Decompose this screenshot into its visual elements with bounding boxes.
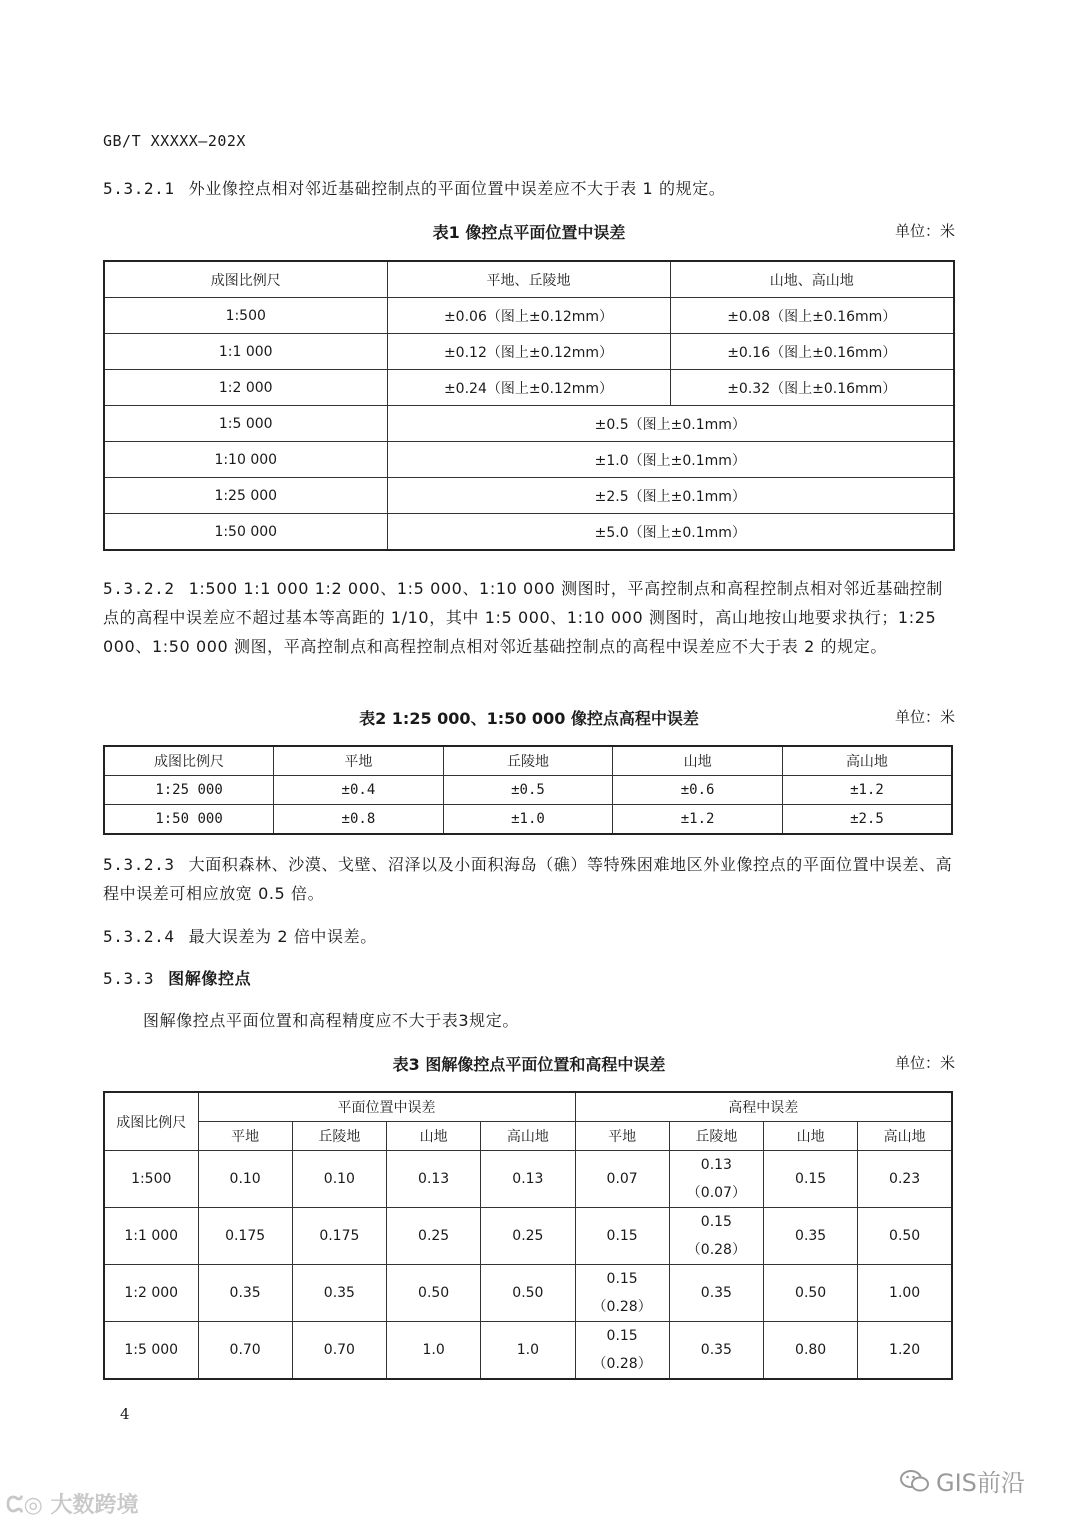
- table-cell: 0.13: [481, 1151, 575, 1208]
- header-cell: 丘陵地: [292, 1122, 386, 1151]
- table-cell: [669, 1151, 763, 1208]
- table-cell: 1:50 000: [104, 514, 387, 551]
- header-cell: 成图比例尺: [104, 746, 274, 776]
- table2-title: 表2 1:25 000、1:50 000 像控点高程中误差: [359, 709, 699, 728]
- table-cell: 0.25: [481, 1208, 575, 1265]
- section-5-3-3-heading: [103, 964, 955, 993]
- table-cell: 0.10: [292, 1151, 386, 1208]
- header-cell: 高山地: [481, 1122, 575, 1151]
- table-cell: 1.20: [858, 1322, 952, 1380]
- watermark-right-text: GIS前沿: [936, 1469, 1025, 1497]
- table-cell: 0.15: [764, 1151, 858, 1208]
- watermark-logo-icon: ᙅ◎: [6, 1493, 51, 1518]
- table-cell: 1.0: [387, 1322, 481, 1380]
- header-cell: 平地: [575, 1122, 669, 1151]
- header-cell: 山地: [613, 746, 783, 776]
- table-cell: ±0.4: [274, 776, 444, 805]
- watermark-left-text: 大数跨境: [50, 1493, 139, 1518]
- table-cell: 0.10: [198, 1151, 292, 1208]
- table-cell: 0.25: [387, 1208, 481, 1265]
- table-cell: ±1.2: [782, 776, 952, 805]
- table3-caption-row: [103, 1052, 955, 1076]
- table-cell: 0.35: [669, 1322, 763, 1380]
- table3: [103, 1091, 953, 1380]
- table2-caption-row: [103, 706, 955, 730]
- table-cell: 1.00: [858, 1265, 952, 1322]
- header-cell: 平地、丘陵地: [387, 261, 670, 298]
- header-cell: 高山地: [858, 1122, 952, 1151]
- table-cell: 1:2 000: [104, 1265, 198, 1322]
- page-number: 4: [120, 1405, 130, 1423]
- table-cell: 1:10 000: [104, 442, 387, 478]
- table3-title: 表3 图解像控点平面位置和高程中误差: [392, 1055, 666, 1074]
- table-cell: ±0.08（图上±0.16mm）: [670, 298, 954, 334]
- table-cell: 0.35: [292, 1265, 386, 1322]
- table-row: [104, 442, 954, 478]
- table-cell: 0.175: [198, 1208, 292, 1265]
- table1-caption-row: [103, 220, 955, 244]
- table-cell: ±1.0: [443, 805, 613, 835]
- table-cell: ±0.24（图上±0.12mm）: [387, 370, 670, 406]
- table-cell: ±0.8: [274, 805, 444, 835]
- table2: [103, 745, 953, 835]
- header-cell: 山地、高山地: [670, 261, 954, 298]
- clause-text: 大面积森林、沙漠、戈壁、沼泽以及小面积海岛（礁）等特殊困难地区外业像控点的平面位置中误差、高程中误差可相应放宽 0.5 倍。: [103, 855, 953, 903]
- clause-number: 5.3.2.2: [103, 579, 175, 598]
- header-cell: 成图比例尺: [104, 261, 387, 298]
- table-row: [104, 298, 954, 334]
- table-cell: 0.23: [858, 1151, 952, 1208]
- section-number: 5.3.3: [103, 969, 155, 988]
- header-group-cell: 高程中误差: [575, 1092, 952, 1122]
- header-cell: 丘陵地: [669, 1122, 763, 1151]
- table-cell: ±0.16（图上±0.16mm）: [670, 334, 954, 370]
- standard-code: GB/T XXXXX—202X: [103, 132, 246, 150]
- table-cell: ±0.06（图上±0.12mm）: [387, 298, 670, 334]
- table-row: [104, 514, 954, 551]
- header-cell: 山地: [387, 1122, 481, 1151]
- cell-value: 0.15: [700, 1214, 732, 1230]
- table-cell: 0.35: [764, 1208, 858, 1265]
- clause-text: 1:500 1:1 000 1:2 000、1:5 000、1:10 000 测图时，平高控制点和高程控制点相对邻近基础控制点的高程中误差应不超过基本等高距的 1/10，其中 1:5 000、1:10 000 测图时，高山地按山地要求执行；1:25 000、1:50 000 测图，平高控制点和高程控制点相对邻近基础控制点的高程中误差应不大于表 2 的规定。: [103, 579, 943, 656]
- header-cell: 平地: [274, 746, 444, 776]
- table-cell: [575, 1322, 669, 1380]
- watermark-left: [6, 1488, 138, 1519]
- table-cell: 1:500: [104, 1151, 198, 1208]
- table-header-row: [104, 746, 952, 776]
- table-cell: 1:1 000: [104, 1208, 198, 1265]
- table-row: [104, 334, 954, 370]
- table-cell: 0.70: [198, 1322, 292, 1380]
- header-cell: 山地: [764, 1122, 858, 1151]
- table-row: [104, 1265, 952, 1322]
- table-cell: 1:25 000: [104, 776, 274, 805]
- cell-value: 0.13: [700, 1157, 732, 1173]
- table-cell: ±2.5（图上±0.1mm）: [387, 478, 954, 514]
- table-cell: 1:2 000: [104, 370, 387, 406]
- table-cell: 0.80: [764, 1322, 858, 1380]
- table-cell: 0.13: [387, 1151, 481, 1208]
- table-row: [104, 406, 954, 442]
- table-cell: 0.50: [387, 1265, 481, 1322]
- header-cell: 成图比例尺: [104, 1092, 198, 1151]
- cell-value-alt: （0.07）: [686, 1185, 746, 1201]
- table-cell: ±0.5（图上±0.1mm）: [387, 406, 954, 442]
- table-header-row: [104, 1092, 952, 1122]
- cell-value: 0.15: [606, 1271, 638, 1287]
- header-cell: 高山地: [782, 746, 952, 776]
- table-cell: 0.35: [198, 1265, 292, 1322]
- table-row: [104, 1208, 952, 1265]
- cell-value-alt: （0.28）: [686, 1242, 746, 1258]
- table-cell: ±0.6: [613, 776, 783, 805]
- table-cell: 0.07: [575, 1151, 669, 1208]
- table-cell: 0.50: [764, 1265, 858, 1322]
- table-cell: 1.0: [481, 1322, 575, 1380]
- table-cell: 1:5 000: [104, 1322, 198, 1380]
- watermark-right: [900, 1463, 1025, 1498]
- clause-5-3-2-2: [103, 574, 955, 661]
- table-subheader-row: [104, 1122, 952, 1151]
- table-cell: ±0.32（图上±0.16mm）: [670, 370, 954, 406]
- table-cell: 0.70: [292, 1322, 386, 1380]
- table-cell: ±0.5: [443, 776, 613, 805]
- section-title: 图解像控点: [168, 969, 252, 988]
- table-cell: [669, 1208, 763, 1265]
- header-cell: 丘陵地: [443, 746, 613, 776]
- table-row: [104, 1151, 952, 1208]
- table-cell: ±1.2: [613, 805, 783, 835]
- table1-unit: 单位：米: [894, 222, 955, 240]
- clause-5-3-2-4: [103, 922, 955, 951]
- table-row: [104, 1322, 952, 1380]
- table-row: [104, 776, 952, 805]
- table-cell: 1:25 000: [104, 478, 387, 514]
- table-header-row: [104, 261, 954, 298]
- table-row: [104, 805, 952, 835]
- table3-unit: 单位：米: [894, 1054, 955, 1072]
- table-cell: ±1.0（图上±0.1mm）: [387, 442, 954, 478]
- table-cell: 1:5 000: [104, 406, 387, 442]
- clause-number: 5.3.2.1: [103, 179, 175, 198]
- table-cell: 1:500: [104, 298, 387, 334]
- table-row: [104, 370, 954, 406]
- clause-number: 5.3.2.3: [103, 855, 175, 874]
- clause-text: 外业像控点相对邻近基础控制点的平面位置中误差应不大于表 1 的规定。: [188, 179, 726, 198]
- header-group-cell: 平面位置中误差: [198, 1092, 575, 1122]
- table-cell: 0.175: [292, 1208, 386, 1265]
- clause-text: 最大误差为 2 倍中误差。: [188, 927, 377, 946]
- table-cell: 0.15: [575, 1208, 669, 1265]
- table-row: [104, 478, 954, 514]
- table-cell: 0.35: [669, 1265, 763, 1322]
- table1: [103, 260, 955, 551]
- header-cell: 平地: [198, 1122, 292, 1151]
- cell-value-alt: （0.28）: [592, 1299, 652, 1315]
- table-cell: ±2.5: [782, 805, 952, 835]
- clause-number: 5.3.2.4: [103, 927, 175, 946]
- cell-value: 0.15: [606, 1328, 638, 1344]
- section-5-3-3-body: 图解像控点平面位置和高程精度应不大于表3规定。: [143, 1011, 519, 1030]
- table-cell: 1:1 000: [104, 334, 387, 370]
- cell-value-alt: （0.28）: [592, 1356, 652, 1372]
- table-cell: ±5.0（图上±0.1mm）: [387, 514, 954, 551]
- table-cell: [575, 1265, 669, 1322]
- table2-unit: 单位：米: [894, 708, 955, 726]
- table-cell: 1:50 000: [104, 805, 274, 835]
- table-cell: 0.50: [858, 1208, 952, 1265]
- table-cell: ±0.12（图上±0.12mm）: [387, 334, 670, 370]
- clause-5-3-2-3: [103, 850, 955, 908]
- wechat-icon: [900, 1469, 930, 1493]
- table1-title: 表1 像控点平面位置中误差: [432, 223, 626, 242]
- clause-5-3-2-1: [103, 174, 955, 203]
- table-cell: 0.50: [481, 1265, 575, 1322]
